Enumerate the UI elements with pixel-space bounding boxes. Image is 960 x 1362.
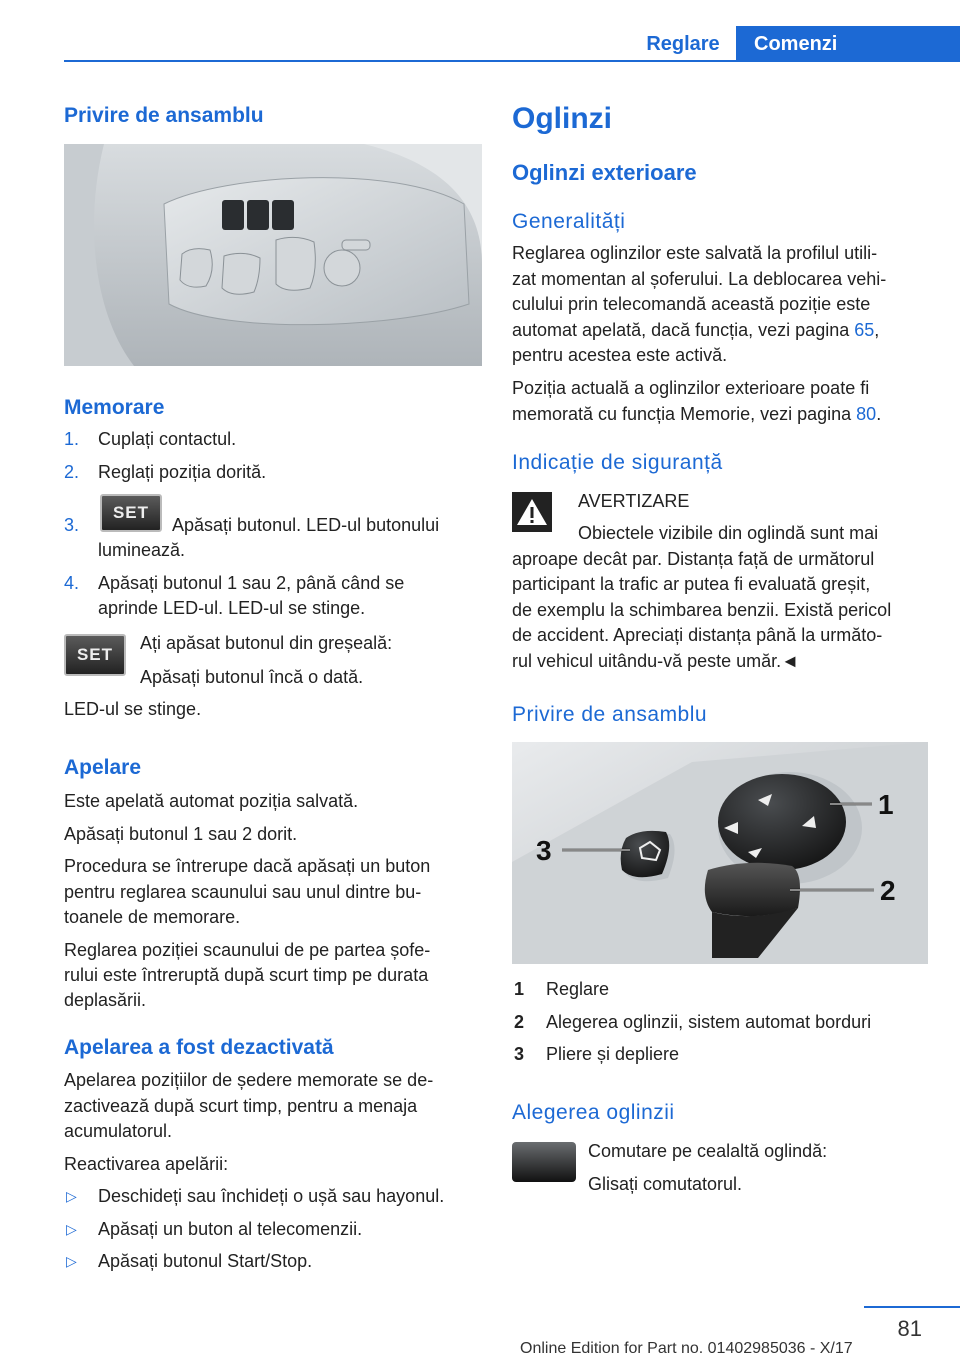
legend-num-2: 2 xyxy=(514,1012,525,1032)
gen-l2: zat momentan al șoferului. La deblocarea vehi‐ xyxy=(512,269,887,289)
mirror-switch-icon xyxy=(512,1142,576,1182)
react-item-3: Apăsați butonul Start/Stop. xyxy=(98,1251,313,1271)
deactivated-title: Apelarea a fost dezactivată xyxy=(64,1036,334,1059)
pos-l2 xyxy=(512,401,881,427)
step-text-4b: aprinde LED-ul. LED-ul se stinge. xyxy=(98,598,366,618)
page-link-65[interactable]: 65 xyxy=(854,320,875,340)
mistake-line-1: Ați apăsat butonul din greșeală: xyxy=(140,633,393,653)
exterior-mirrors-title: Oglinzi exterioare xyxy=(512,160,697,185)
deact-p1-l2: zactivează după scurt timp, pentru a menaja xyxy=(64,1096,418,1116)
header-tab-comenzi[interactable]: Comenzi xyxy=(736,26,960,62)
call-p4-l1: Reglarea poziției scaunului de pe partea șofe‐ xyxy=(64,940,431,960)
step-text-1: Cuplați contactul. xyxy=(98,429,237,449)
safety-title: Indicație de siguranță xyxy=(512,451,723,474)
legend-num-3: 3 xyxy=(514,1044,525,1064)
bullet-icon: ▷ xyxy=(66,1221,77,1237)
warn-l4: de exemplu la schimbarea benzii. Există pericol xyxy=(512,600,892,620)
deact-p1-l1: Apelarea pozițiilor de ședere memorate se de‐ xyxy=(64,1070,434,1090)
footer-divider xyxy=(864,1306,960,1308)
warning-triangle-icon xyxy=(512,492,552,532)
call-p1: Este apelată automat poziția salvată. xyxy=(64,791,359,811)
gen-l4-end: , xyxy=(874,320,880,340)
step-text-4a: Apăsați butonul 1 sau 2, până când se xyxy=(98,573,405,593)
warn-l1: Obiectele vizibile din oglindă sunt mai xyxy=(578,523,879,543)
react-item-1: Deschideți sau închideți o ușă sau hayonul. xyxy=(98,1186,445,1206)
warning-label: AVERTIZARE xyxy=(578,491,690,511)
step-number-3: 3. xyxy=(64,515,80,535)
callout-3: 3 xyxy=(536,835,552,866)
gen-l4-text: automat apelată, dacă funcția, vezi pagina xyxy=(512,320,855,340)
led-off-text: LED-ul se stinge. xyxy=(64,699,202,719)
page-link-80[interactable]: 80 xyxy=(856,404,877,424)
call-p2: Apăsați butonul 1 sau 2 dorit. xyxy=(64,824,298,844)
select-l2: Glisați comutatorul. xyxy=(588,1174,743,1194)
call-p3-l3: toanele de memorare. xyxy=(64,907,241,927)
overview-title-right: Privire de ansamblu xyxy=(512,703,708,726)
legend-text-3: Pliere și depliere xyxy=(546,1044,680,1064)
react-item-2: Apăsați un buton al telecomenzii. xyxy=(98,1219,363,1239)
step-number-1: 1. xyxy=(64,429,80,449)
edition-footer: Online Edition for Part no. 01402985036 - X/17 xyxy=(520,1340,853,1357)
call-p4-l3: deplasării. xyxy=(64,990,147,1010)
legend-text-2: Alegerea oglinzii, sistem automat borduri xyxy=(546,1012,872,1032)
callout-1: 1 xyxy=(878,789,894,820)
call-title: Apelare xyxy=(64,756,142,779)
set-button-icon: SET xyxy=(100,494,162,532)
step-number-2: 2. xyxy=(64,462,80,482)
step-text-3b: luminează. xyxy=(98,540,186,560)
mirrors-title: Oglinzi xyxy=(512,102,612,135)
set-button-icon-2: SET xyxy=(64,634,126,676)
mistake-line-2: Apăsați butonul încă o dată. xyxy=(140,667,364,687)
warn-l6: rul vehicul uitându-vă peste umăr.◄ xyxy=(512,651,799,671)
legend-num-1: 1 xyxy=(514,979,525,999)
header-tab-reglare[interactable]: Reglare xyxy=(646,33,720,55)
header-divider xyxy=(64,60,960,62)
overview-title-left: Privire de ansamblu xyxy=(64,104,264,127)
call-p4-l2: rului este întreruptă după scurt timp pe durata xyxy=(64,965,429,985)
reactivate-label: Reactivarea apelării: xyxy=(64,1154,229,1174)
call-p3-l1: Procedura se întrerupe dacă apăsați un buton xyxy=(64,856,431,876)
gen-l3: culului prin telecomandă această poziție este xyxy=(512,294,871,314)
warn-l2: aproape decât par. Distanța față de următorul xyxy=(512,549,875,569)
pos-l1: Poziția actuală a oglinzilor exterioare poate fi xyxy=(512,378,870,398)
mirror-controls-image xyxy=(512,742,928,964)
callout-2: 2 xyxy=(880,875,896,906)
pos-l2-end: . xyxy=(876,404,882,424)
deact-p1-l3: acumulatorul. xyxy=(64,1121,173,1141)
gen-l4 xyxy=(512,317,879,343)
bullet-icon: ▷ xyxy=(66,1188,77,1204)
pos-l2-text: memorată cu funcția Memorie, vezi pagina xyxy=(512,404,857,424)
mirror-select-title: Alegerea oglinzii xyxy=(512,1101,675,1124)
warn-l3: participant la trafic ar putea fi evaluată greșit, xyxy=(512,574,871,594)
call-p3-l2: pentru reglarea scaunului sau unul dintre bu‐ xyxy=(64,882,422,902)
general-title: Generalități xyxy=(512,210,626,233)
gen-l1: Reglarea oglinzilor este salvată la profilul utili‐ xyxy=(512,243,878,263)
step-number-4: 4. xyxy=(64,573,80,593)
legend-text-1: Reglare xyxy=(546,979,610,999)
memory-title: Memorare xyxy=(64,396,165,419)
step-text-3a: Apăsați butonul. LED-ul butonului xyxy=(172,515,440,535)
gen-l5: pentru acestea este activă. xyxy=(512,345,728,365)
warn-l5: de accident. Apreciați distanța până la următo‐ xyxy=(512,625,883,645)
select-l1: Comutare pe cealaltă oglindă: xyxy=(588,1141,828,1161)
page-number: 81 xyxy=(897,1316,922,1341)
seat-memory-buttons-image xyxy=(64,144,482,366)
bullet-icon: ▷ xyxy=(66,1253,77,1269)
step-text-2: Reglați poziția dorită. xyxy=(98,462,267,482)
